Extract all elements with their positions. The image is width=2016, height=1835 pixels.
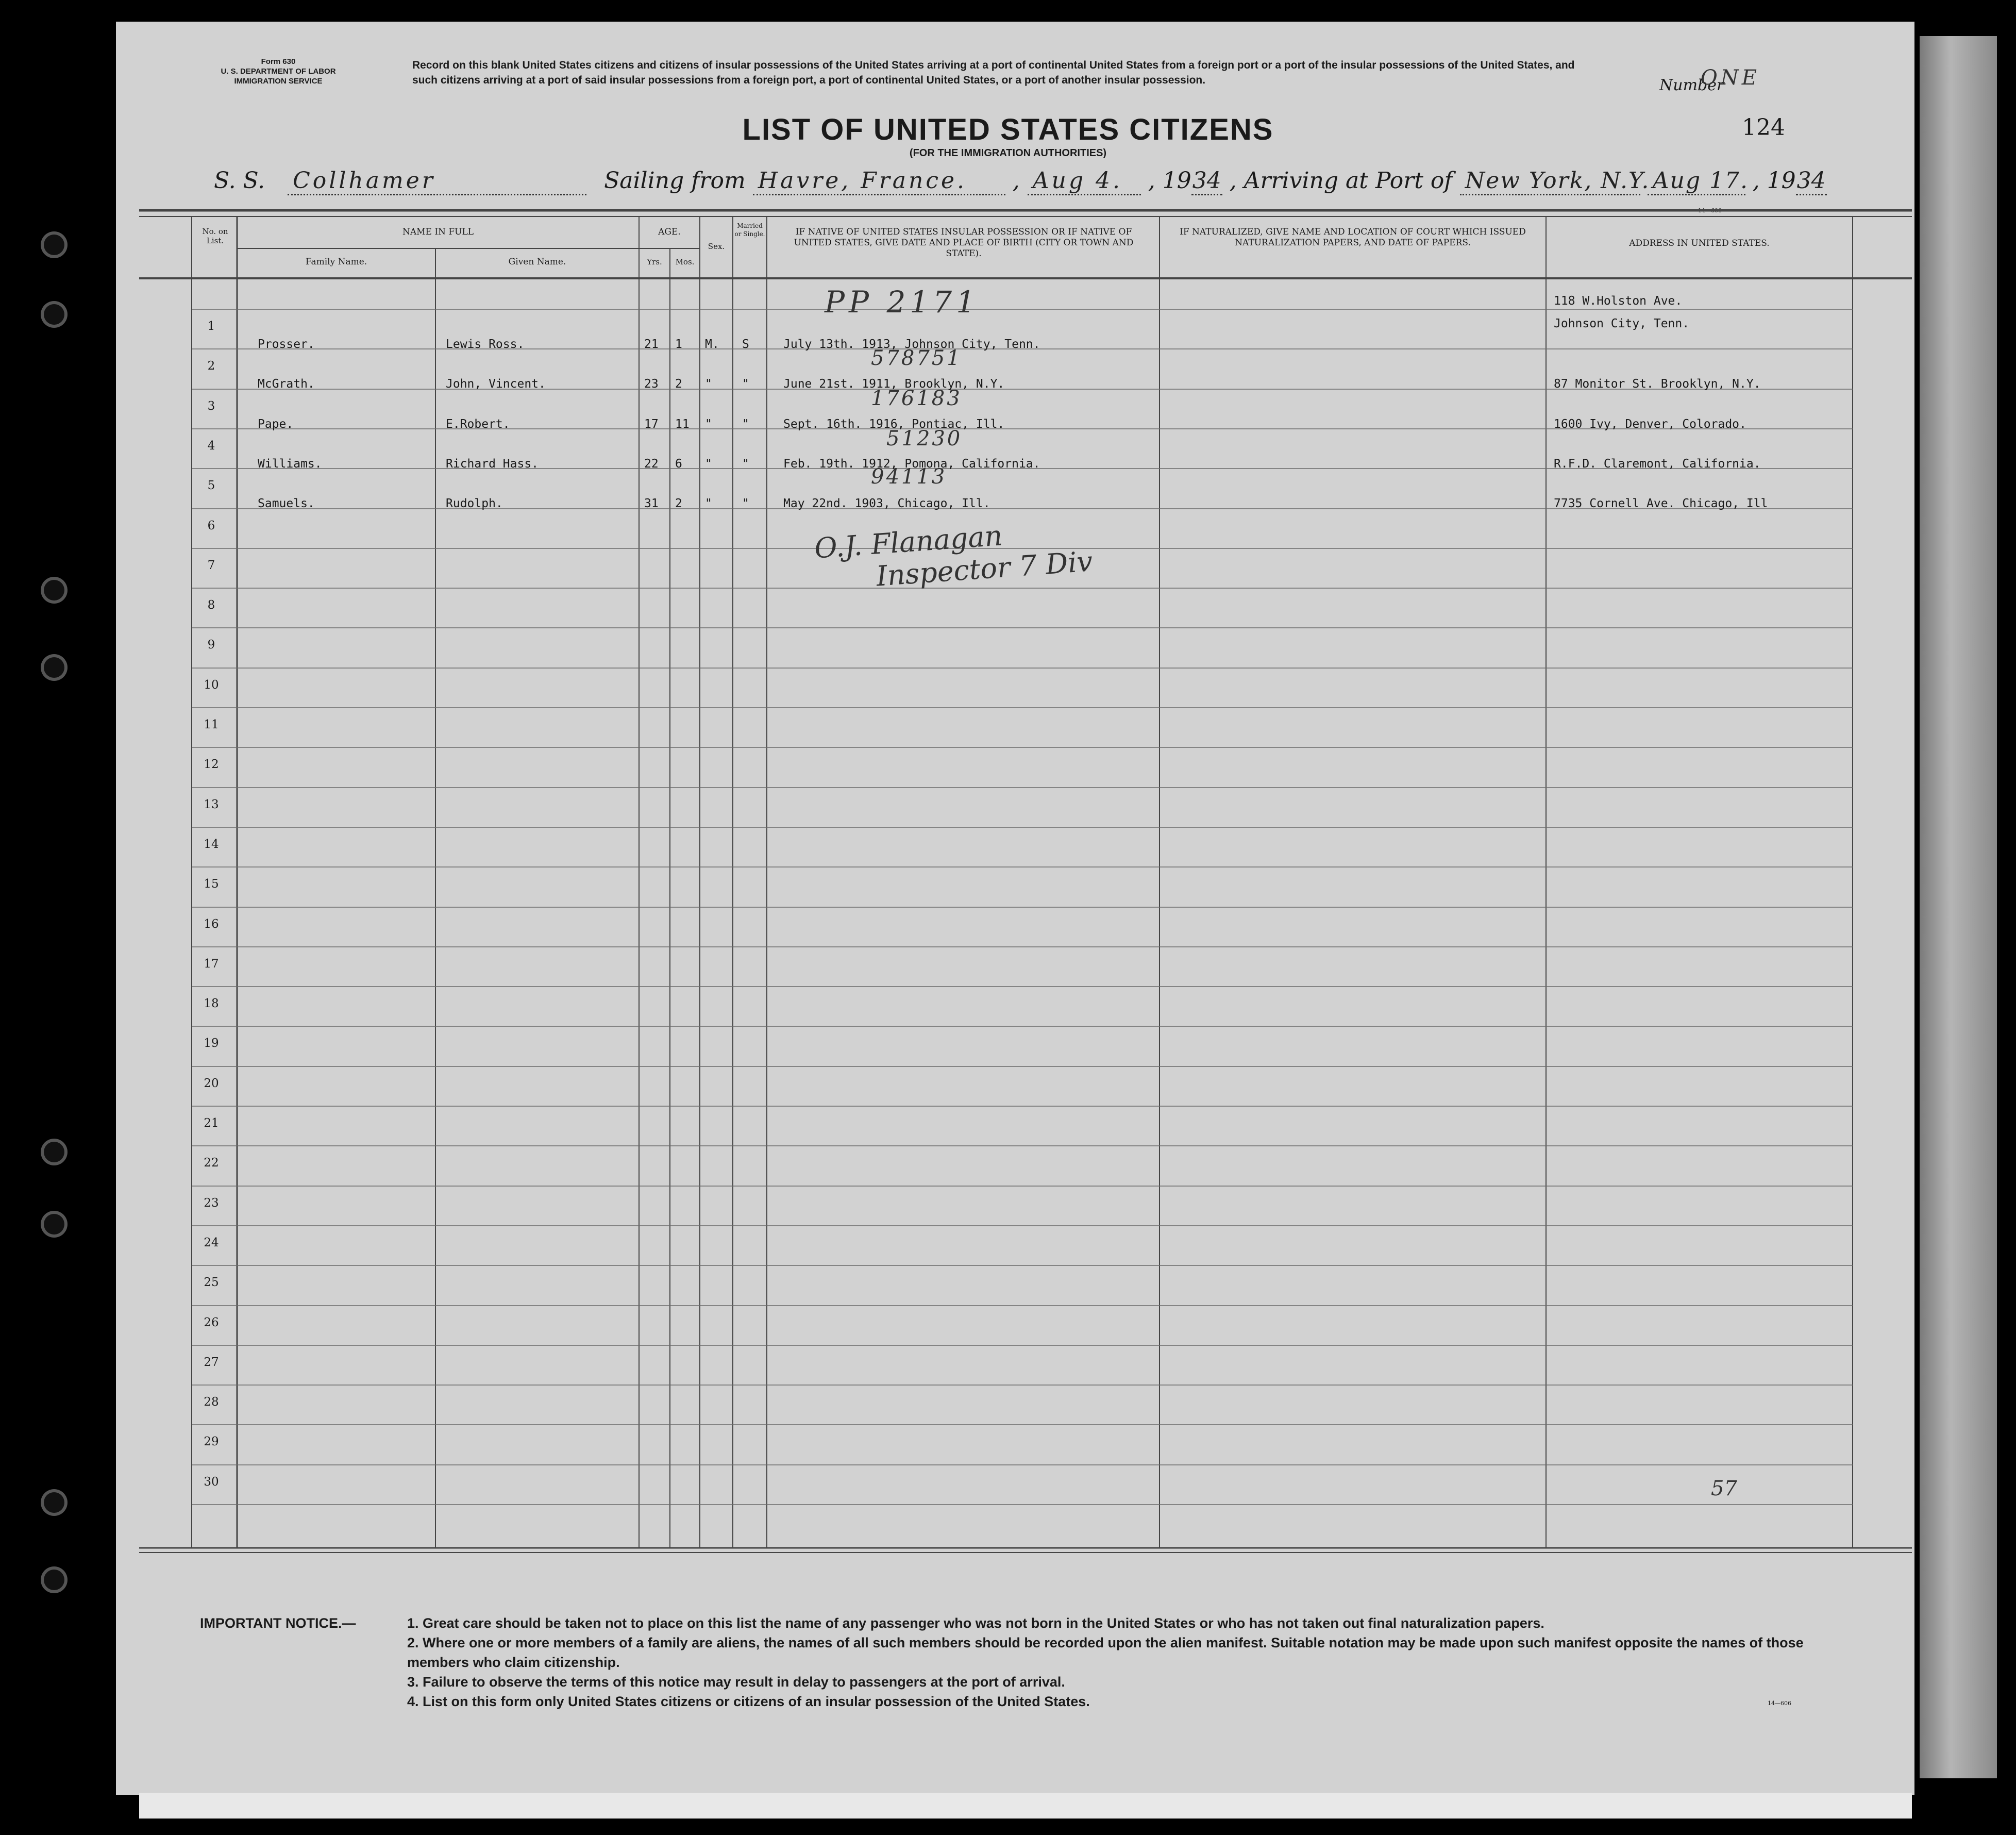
handwritten-number: 94113 (871, 465, 947, 489)
row-number: 17 (204, 957, 219, 971)
marital-status-cell: " (742, 418, 749, 431)
row-number: 9 (207, 638, 215, 652)
handwritten-number: 176183 (871, 387, 962, 410)
given-name-cell: John, Vincent. (446, 377, 546, 391)
page-title: LIST OF UNITED STATES CITIZENS (742, 113, 1274, 146)
departure-port: Havre, France. (753, 168, 1005, 195)
departure-year: 34 (1191, 168, 1222, 195)
marital-status-cell: " (742, 377, 749, 391)
col-header-naturalized: IF NATURALIZED, GIVE NAME AND LOCATION OF COURT WHICH ISSUED NATURALIZATION PAPERS, AND DATE OF PAPERS. (1180, 227, 1526, 248)
given-name-cell: Lewis Ross. (446, 338, 525, 351)
arrival-year: 34 (1796, 168, 1827, 195)
row-number: 27 (204, 1356, 219, 1369)
birth-cell: Sept. 16th. 1916, Pontiac, Ill. (783, 418, 1005, 431)
row-number: 20 (204, 1077, 219, 1090)
given-name-cell: Richard Hass. (446, 457, 539, 471)
row-number: 13 (204, 798, 219, 811)
row-number: 30 (204, 1475, 219, 1489)
birth-cell: July 13th. 1913, Johnson City, Tenn. (783, 338, 1040, 351)
family-name-cell: McGrath. (258, 377, 315, 391)
row-number: 29 (204, 1435, 219, 1448)
row-number: 12 (204, 758, 219, 771)
row-number: 21 (204, 1116, 219, 1130)
intro-text: Record on this blank United States citizens and citizens of insular possessions of the United States arriving at a port of continental United States from a foreign port or a port of the insular possessions of the United States, and such citizens arriving at a port of said insular possessions from a foreign port, a port of continental United States, or a port of another insular possession. (412, 59, 1575, 86)
marital-status-cell: " (742, 457, 749, 471)
sex-cell: M. (705, 338, 719, 351)
row-number: 14 (204, 838, 219, 851)
birth-cell: June 21st. 1911, Brooklyn, N.Y. (783, 377, 1005, 391)
row-number: 8 (207, 598, 215, 612)
col-header-age: AGE. (658, 227, 681, 237)
arrival-year-prefix: , 19 (1752, 168, 1796, 194)
notice-item: 2. Where one or more members of a family are aliens, the names of all such members should be recorded upon the alien manifest. Suitable notation may be made upon such manifest opposite the names of those members who claim citizenship. (407, 1635, 1804, 1670)
notice-printer-mark: 14—606 (1768, 1700, 1791, 1707)
row-number: 11 (204, 718, 219, 731)
row-number: 22 (204, 1156, 219, 1170)
family-name-cell: Pape. (258, 418, 294, 431)
col-header-birth: IF NATIVE OF UNITED STATES INSULAR POSSESSION OR IF NATIVE OF UNITED STATES, GIVE DATE AND PLACE OF BIRTH (CITY OR TOWN AND STATE). (794, 227, 1134, 259)
address-cell: R.F.D. Claremont, California. (1554, 457, 1761, 471)
given-name-cell: E.Robert. (446, 418, 510, 431)
age-months-cell: 1 (675, 338, 682, 351)
address-cell: 1600 Ivy, Denver, Colorado. (1554, 418, 1746, 431)
row-number: 1 (207, 320, 215, 333)
age-years-cell: 21 (644, 338, 659, 351)
departure-year-prefix: , 19 (1148, 168, 1191, 194)
marital-status-cell: S (742, 338, 749, 351)
notice-item: 4. List on this form only United States citizens or citizens of an insular possession of the United States. (407, 1694, 1090, 1709)
age-months-cell: 2 (675, 377, 682, 391)
age-years-cell: 31 (644, 497, 659, 510)
col-header-sex: Sex. (708, 242, 725, 251)
sex-cell: " (705, 497, 712, 510)
form-number: Form 630 (261, 57, 296, 66)
row-number: 16 (204, 918, 219, 931)
row-number: 5 (207, 479, 215, 492)
age-years-cell: 22 (644, 457, 659, 471)
sailing-label: Sailing from (604, 168, 746, 194)
page-subtitle: (FOR THE IMMIGRATION AUTHORITIES) (909, 147, 1107, 159)
row-number: 3 (207, 399, 215, 413)
age-years-cell: 23 (644, 377, 659, 391)
inspector-signature: O.J. Flanagan (813, 519, 1004, 565)
age-months-cell: 2 (675, 497, 682, 510)
col-header-family-name: Family Name. (305, 257, 367, 267)
ship-name: Collhamer (288, 168, 586, 195)
arrival-port: New York, N.Y. (1460, 168, 1640, 195)
col-header-address: ADDRESS IN UNITED STATES. (1629, 238, 1770, 248)
family-name-cell: Prosser. (258, 338, 315, 351)
voyage-line: S. S. Collhamer Sailing from Havre, France. , Aug 4. , 1934 , Arriving at Port of New York, N.Y. Aug 17. , 1934 (214, 168, 1827, 195)
ss-label: S. S. (214, 168, 265, 194)
row-number: 15 (204, 877, 219, 891)
col-header-no: No. on List. (202, 227, 228, 245)
row-number: 4 (207, 439, 215, 453)
departure-date: Aug 4. (1028, 168, 1141, 195)
page-count: 57 (1711, 1477, 1737, 1500)
age-years-cell: 17 (644, 418, 659, 431)
birth-cell: Feb. 19th. 1912, Pomona, California. (783, 457, 1040, 471)
family-name-cell: Samuels. (258, 497, 315, 510)
row-number: 2 (207, 359, 215, 373)
age-months-cell: 11 (675, 418, 690, 431)
col-header-mos: Mos. (675, 257, 695, 266)
handwritten-number: 578751 (871, 346, 962, 370)
row-number: 6 (207, 519, 215, 532)
address-cell: 7735 Cornell Ave. Chicago, Ill (1554, 497, 1768, 510)
handwritten-number: 51230 (886, 427, 963, 451)
row-number: 10 (204, 678, 219, 692)
row-number: 23 (204, 1196, 219, 1210)
sex-cell: " (705, 377, 712, 391)
sex-cell: " (705, 418, 712, 431)
row-number: 28 (204, 1395, 219, 1409)
page-number: 124 (1742, 114, 1785, 141)
row-number: 25 (204, 1276, 219, 1289)
marital-status-cell: " (742, 497, 749, 510)
arriving-label: , Arriving at Port of (1229, 168, 1453, 194)
printer-mark: 14—606 (1698, 207, 1722, 214)
arrival-date: Aug 17. (1648, 168, 1745, 195)
row-number: 19 (204, 1037, 219, 1050)
row-number: 26 (204, 1316, 219, 1329)
address-cell: 87 Monitor St. Brooklyn, N.Y. (1554, 377, 1761, 391)
number-value: ONE (1701, 66, 1760, 90)
address-cell-line2: Johnson City, Tenn. (1554, 317, 1690, 330)
row-number: 18 (204, 997, 219, 1010)
handwritten-pp-number: PP 2171 (825, 285, 980, 320)
notice-item: 3. Failure to observe the terms of this notice may result in delay to passengers at the port of arrival. (407, 1674, 1065, 1690)
row-number: 7 (207, 559, 215, 572)
number-label: Number (1659, 76, 1724, 94)
col-header-yrs: Yrs. (647, 257, 662, 266)
given-name-cell: Rudolph. (446, 497, 503, 510)
address-cell: 118 W.Holston Ave. (1554, 294, 1683, 308)
notice-item: 1. Great care should be taken not to place on this list the name of any passenger who was not born in the United States or who has not taken out final naturalization papers. (407, 1615, 1544, 1631)
birth-cell: May 22nd. 1903, Chicago, Ill. (783, 497, 990, 510)
notice-label: IMPORTANT NOTICE.— (200, 1615, 356, 1631)
family-name-cell: Williams. (258, 457, 322, 471)
inspector-title: Inspector 7 Div (875, 545, 1094, 593)
row-number: 24 (204, 1236, 219, 1249)
sex-cell: " (705, 457, 712, 471)
service-name: IMMIGRATION SERVICE (234, 77, 323, 86)
col-header-name-in-full: NAME IN FULL (402, 227, 474, 237)
notice-items (407, 1613, 1840, 1711)
col-header-married-single: Married or Single. (734, 222, 765, 238)
age-months-cell: 6 (675, 457, 682, 471)
col-header-given-name: Given Name. (508, 257, 566, 267)
department-name: U. S. DEPARTMENT OF LABOR (221, 67, 336, 76)
